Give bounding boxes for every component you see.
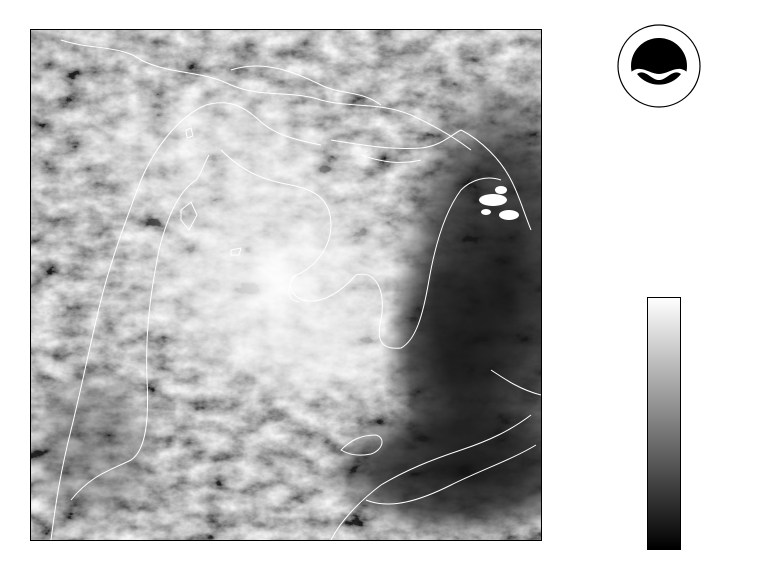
meta-map-projection bbox=[592, 223, 596, 238]
meta-sensor bbox=[592, 192, 596, 207]
colorbar bbox=[647, 297, 681, 550]
map-svg bbox=[31, 30, 541, 540]
clear-area-georgian-bay bbox=[381, 240, 521, 480]
meta-longitude bbox=[592, 253, 596, 268]
satellite-image-map bbox=[30, 29, 542, 541]
noaa-logo bbox=[617, 24, 701, 108]
meta-datetime bbox=[592, 162, 596, 177]
meta-projection-type bbox=[592, 208, 596, 223]
meta-satellite bbox=[592, 177, 596, 192]
meta-latitude bbox=[592, 238, 596, 253]
metadata-block bbox=[592, 162, 596, 268]
